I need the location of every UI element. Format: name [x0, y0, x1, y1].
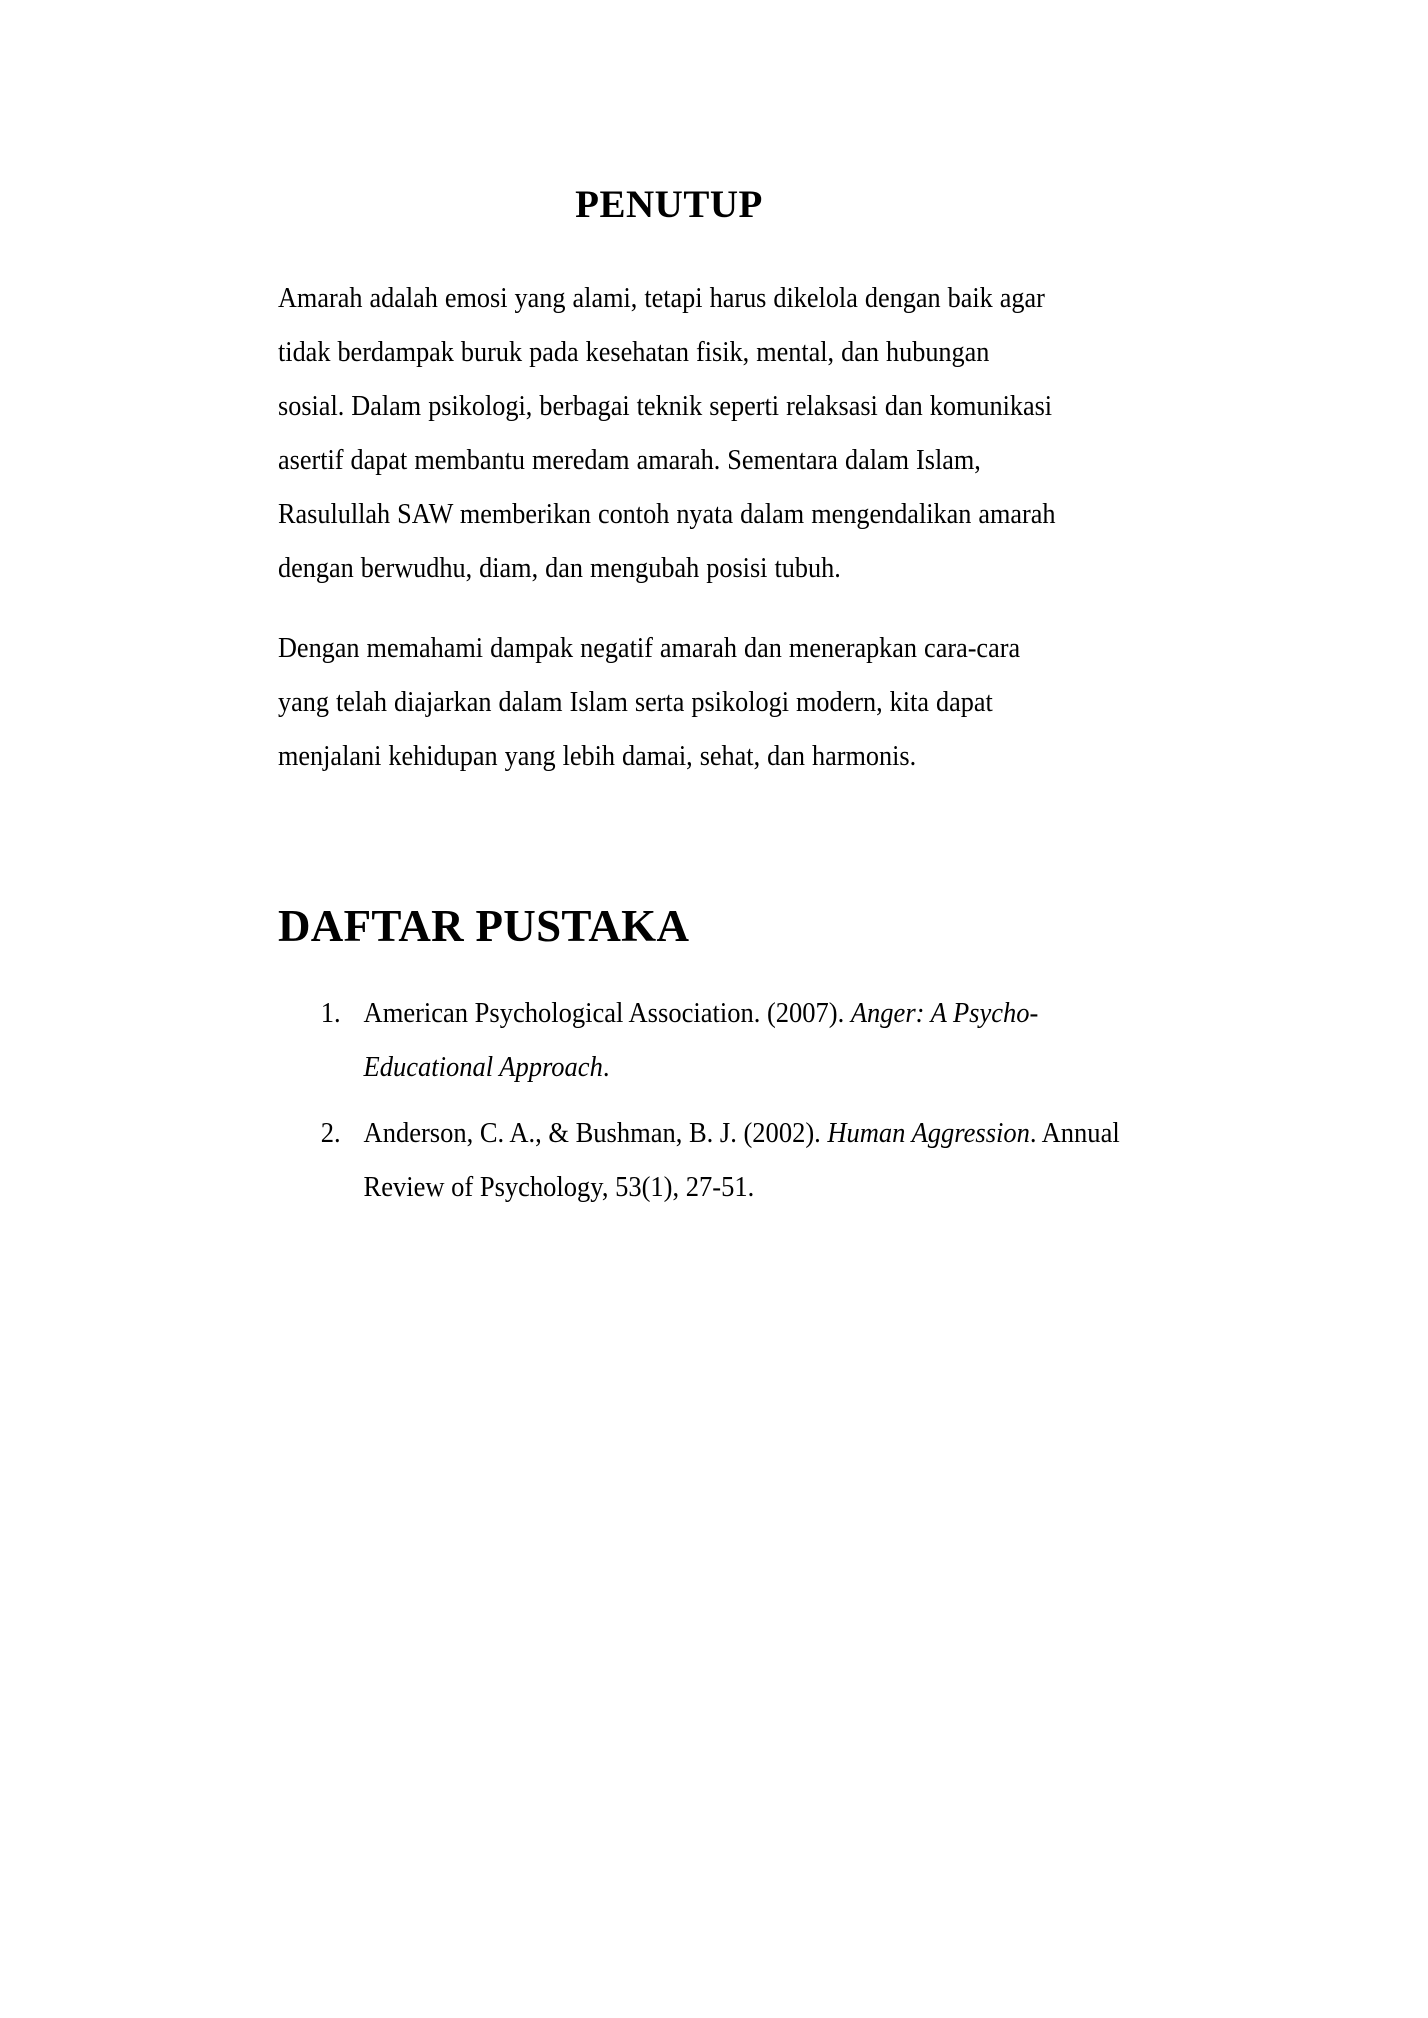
reference-text: Anderson, C. A., & Bushman, B. J. (2002).: [363, 1118, 828, 1150]
reference-title-italic: Anger: A Psycho-Educational Approach: [363, 998, 1039, 1084]
reference-list: [278, 987, 1120, 1215]
section-heading-daftar-pustaka: DAFTAR PUSTAKA: [278, 900, 690, 951]
section-heading-penutup: PENUTUP: [575, 183, 763, 226]
reference-text: American Psychological Association. (2007).: [363, 998, 851, 1030]
reference-number: 2.: [320, 1118, 341, 1150]
reference-item: [278, 987, 1145, 1095]
reference-item: [278, 1107, 1145, 1215]
reference-title-italic: Human Aggression: [827, 1118, 1030, 1150]
reference-text: . Annual Review of Psychology, 53(1), 27-51.: [363, 1118, 1120, 1204]
body-paragraph-2: Dengan memahami dampak negatif amarah dan menerapkan cara-cara yang telah diajarkan dalam Islam serta psikologi modern, kita dapat menjalani kehidupan yang lebih damai, sehat, dan harmonis.: [278, 632, 1021, 772]
reference-number: 1.: [320, 998, 341, 1030]
page-content-column: [278, 0, 1120, 1227]
body-paragraph-1: Amarah adalah emosi yang alami, tetapi harus dikelola dengan baik agar tidak berdampak buruk pada kesehatan fisik, mental, dan hubungan sosial. Dalam psikologi, berbagai teknik seperti relaksasi dan komunikasi asertif dapat membantu meredam amarah. Sementara dalam Islam, Rasulullah SAW memberikan contoh nyata dalam mengendalikan amarah dengan berwudhu, diam, dan mengubah posisi tubuh.: [278, 282, 1056, 584]
reference-text: .: [602, 1052, 610, 1084]
